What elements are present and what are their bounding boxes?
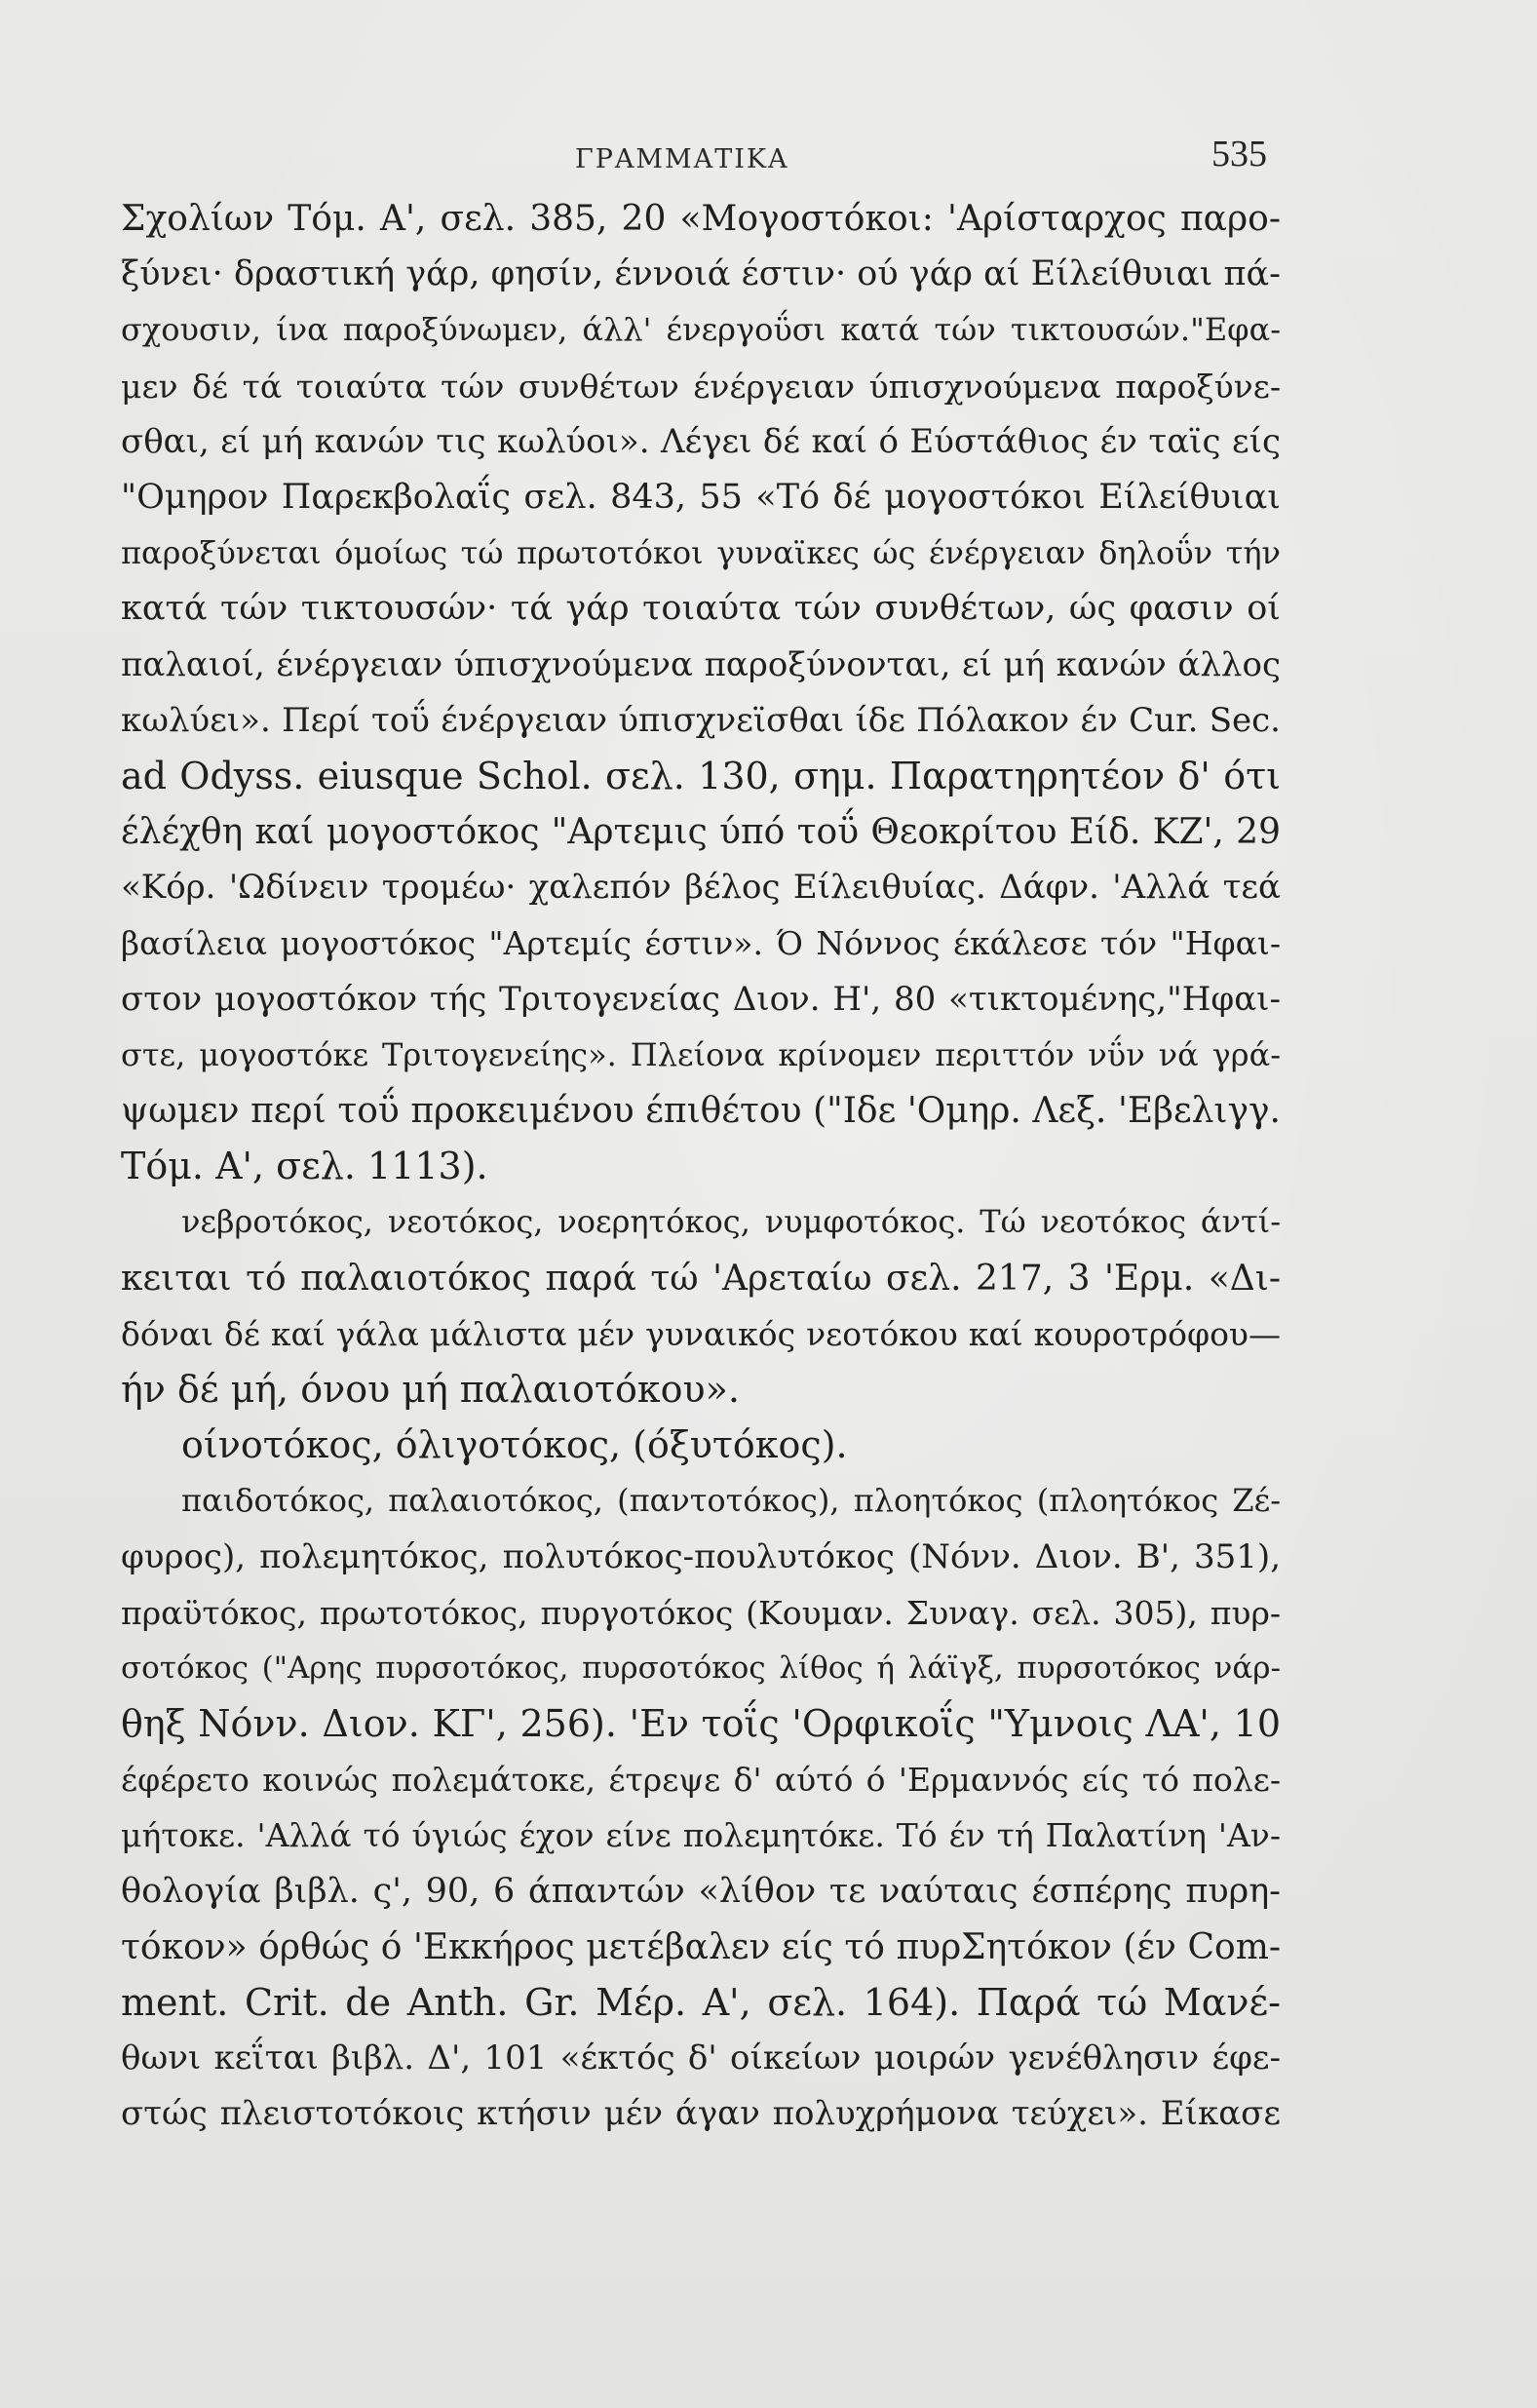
page-number: 535 xyxy=(1211,134,1267,175)
text-line: ad Odyss. eiusque Schol. σελ. 130, σημ. Παρατηρητέον δ' ότι xyxy=(121,754,1281,797)
text-line: ξύνει· δραστική γάρ, φησίν, έννοιά έστιν· ού γάρ αί Είλείθυιαι πά- xyxy=(121,254,1281,294)
text-line: παροξύνεται όμοίως τώ πρωτοτόκοι γυναϊκες ώς ένέργειαν δηλοΰν τήν xyxy=(121,534,1281,572)
text-line: νεβροτόκος, νεοτόκος, νοερητόκος, νυμφοτόκος. Τώ νεοτόκος άντί- xyxy=(181,1203,1281,1241)
text-line: έλέχθη καί μογοστόκος "Αρτεμις ύπό τοΰ Θεοκρίτου Είδ. ΚΖ', 29 xyxy=(121,812,1281,853)
text-line: κειται τό παλαιοτόκος παρά τώ 'Αρεταίω σελ. 217, 3 'Ερμ. «Δι- xyxy=(121,1258,1281,1299)
text-line: σοτόκος ("Αρης πυρσοτόκος, πυρσοτόκος λίθος ή λάϊγξ, πυρσοτόκος νάρ- xyxy=(121,1650,1281,1686)
running-title: ΓΡΑΜΜΑΤΙΚΑ xyxy=(575,144,789,175)
body-text xyxy=(121,191,1281,2143)
text-line: μήτοκε. 'Αλλά τό ύγιώς έχον είνε πολεμητόκε. Τό έν τή Παλατίνη 'Αν- xyxy=(121,1816,1281,1855)
text-line: οίνοτόκος, όλιγοτόκος, (όξυτόκος). xyxy=(181,1423,848,1467)
text-line: σχουσιν, ίνα παροξύνωμεν, άλλ' ένεργοΰσι κατά τών τικτουσών."Εφα- xyxy=(121,311,1281,349)
text-line: πραϋτόκος, πρωτοτόκος, πυργοτόκος (Κουμαν. Συναγ. σελ. 305), πυρ- xyxy=(121,1593,1281,1632)
text-line: δόναι δέ καί γάλα μάλιστα μέν γυναικός νεοτόκου καί κουροτρόφου— xyxy=(121,1314,1281,1353)
text-line: βασίλεια μογοστόκος "Αρτεμίς έστιν». Ό Νόννος έκάλεσε τόν "Ηφαι- xyxy=(121,924,1281,963)
text-line: «Κόρ. 'Ωδίνειν τρομέω· χαλεπόν βέλος Είλειθυίας. Δάφν. 'Αλλά τεά xyxy=(121,868,1281,908)
text-line: έφέρετο κοινώς πολεμάτοκε, έτρεψε δ' αύτό ό 'Ερμαννός είς τό πολε- xyxy=(121,1761,1281,1800)
text-line: παιδοτόκος, παλαιοτόκος, (παντοτόκος), πλοητόκος (πλοητόκος Ζέ- xyxy=(181,1482,1281,1520)
text-line: μεν δέ τά τοιαύτα τών συνθέτων ένέργειαν ύπισχνούμενα παροξύνε- xyxy=(121,367,1281,406)
text-line: θωνι κεΐται βιβλ. Δ', 101 «έκτός δ' οίκείων μοιρών γενέθλησιν έφε- xyxy=(121,2039,1281,2078)
text-line: ψωμεν περί τοΰ προκειμένου έπιθέτου ("Ιδε 'Ομηρ. Λεξ. 'Εβελιγγ. xyxy=(121,1091,1281,1131)
text-line: θηξ Νόνν. Διον. ΚΓ', 256). 'Εν τοΐς 'Ορφικοΐς "Υμνοις ΛΑ', 10 xyxy=(121,1702,1281,1746)
text-line: φυρος), πολεμητόκος, πολυτόκος-πουλυτόκος (Νόνν. Διον. Β', 351), xyxy=(121,1536,1281,1576)
text-line: Τόμ. Α', σελ. 1113). xyxy=(121,1145,488,1188)
text-line: ήν δέ μή, όνου μή παλαιοτόκου». xyxy=(121,1367,740,1411)
text-line: κωλύει». Περί τοΰ ένέργειαν ύπισχνεϊσθαι ίδε Πόλακον έν Cur. Sec. xyxy=(121,700,1281,740)
text-line: θολογία βιβλ. ς', 90, 6 άπαντών «λίθον τε ναύταις έσπέρης πυρη- xyxy=(121,1871,1281,1911)
text-line: κατά τών τικτουσών· τά γάρ τοιαύτα τών συνθέτων, ώς φασιν οί xyxy=(121,589,1281,629)
text-line: "Ομηρον Παρεκβολαΐς σελ. 843, 55 «Τό δέ μογοστόκοι Είλείθυιαι xyxy=(121,477,1281,517)
text-line: τόκον» όρθώς ό 'Εκκήρος μετέβαλεν είς τό πυρΣητόκον (έν Com- xyxy=(121,1926,1281,1967)
text-line: σθαι, εί μή κανών τις κωλύοι». Λέγει δέ καί ό Εύστάθιος έν ταϊς είς xyxy=(121,421,1281,461)
text-line: παλαιοί, ένέργειαν ύπισχνούμενα παροξύνονται, εί μή κανών άλλος xyxy=(121,644,1281,684)
text-line: στον μογοστόκον τής Τριτογενείας Διον. Η', 80 «τικτομένης,"Ηφαι- xyxy=(121,979,1281,1019)
text-line: ment. Crit. de Anth. Gr. Μέρ. Α', σελ. 164). Παρά τώ Μανέ- xyxy=(121,1981,1281,2024)
text-line: στώς πλειστοτόκοις κτήσιν μέν άγαν πολυχρήμονα τεύχει». Είκασε xyxy=(121,2094,1281,2134)
text-line: στε, μογοστόκε Τριτογενείης». Πλείονα κρίνομεν περιττόν νΰν νά γρά- xyxy=(121,1035,1281,1073)
text-line: Σχολίων Τόμ. Α', σελ. 385, 20 «Μογοστόκοι: 'Αρίσταρχος παρο- xyxy=(121,199,1281,239)
page-header xyxy=(117,127,1267,185)
